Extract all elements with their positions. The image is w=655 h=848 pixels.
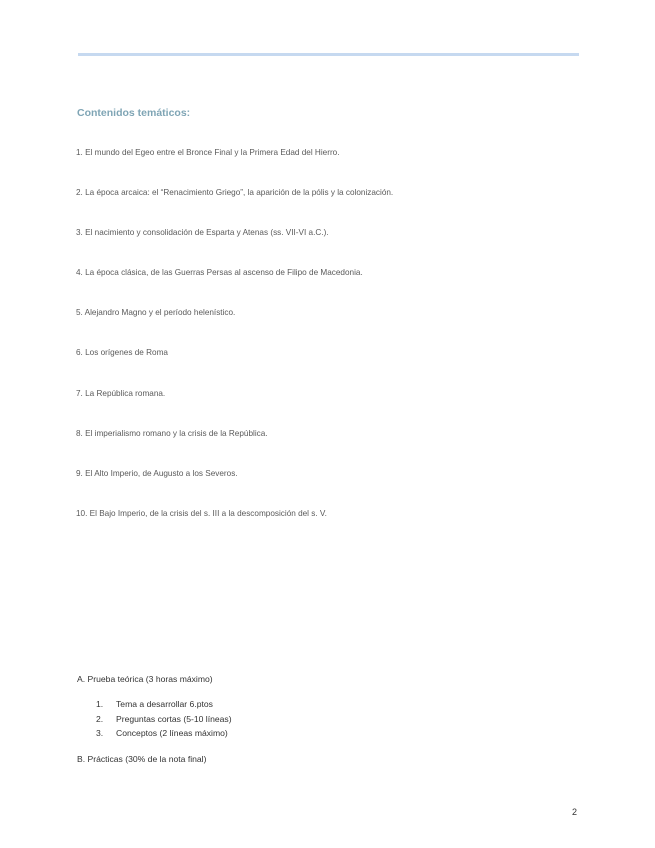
list-text: Preguntas cortas (5-10 líneas) [116, 714, 232, 724]
list-number: 1. [96, 699, 104, 709]
evaluation-b-title: B. Prácticas (30% de la nota final) [77, 754, 207, 764]
topic-item-3: 3. El nacimiento y consolidación de Esparta y Atenas (ss. VII-VI a.C.). [76, 228, 329, 237]
page-number: 2 [572, 807, 578, 817]
topic-item-1: 1. El mundo del Egeo entre el Bronce Final y la Primera Edad del Hierro. [76, 148, 340, 157]
header-rule [78, 53, 579, 56]
list-number: 3. [96, 728, 104, 738]
topic-item-7: 7. La República romana. [76, 389, 166, 398]
section-heading: Contenidos temáticos: [77, 107, 191, 119]
topic-item-2: 2. La época arcaica: el “Renacimiento Griego”, la aparición de la pólis y la colonización. [76, 188, 394, 197]
topic-item-6: 6. Los orígenes de Roma [76, 348, 168, 357]
topic-item-8: 8. El imperialismo romano y la crisis de la República. [76, 429, 268, 438]
topic-item-4: 4. La época clásica, de las Guerras Persas al ascenso de Filipo de Macedonia. [76, 268, 363, 277]
topic-item-5: 5. Alejandro Magno y el período helenístico. [76, 308, 236, 317]
topic-item-10: 10. El Bajo Imperio, de la crisis del s. III a la descomposición del s. V. [76, 509, 327, 518]
list-number: 2. [96, 714, 104, 724]
list-text: Tema a desarrollar 6.ptos [116, 699, 213, 709]
list-text: Conceptos (2 líneas máximo) [116, 728, 228, 738]
topic-item-9: 9. El Alto Imperio, de Augusto a los Severos. [76, 469, 238, 478]
evaluation-a-title: A. Prueba teórica (3 horas máximo) [77, 674, 213, 684]
